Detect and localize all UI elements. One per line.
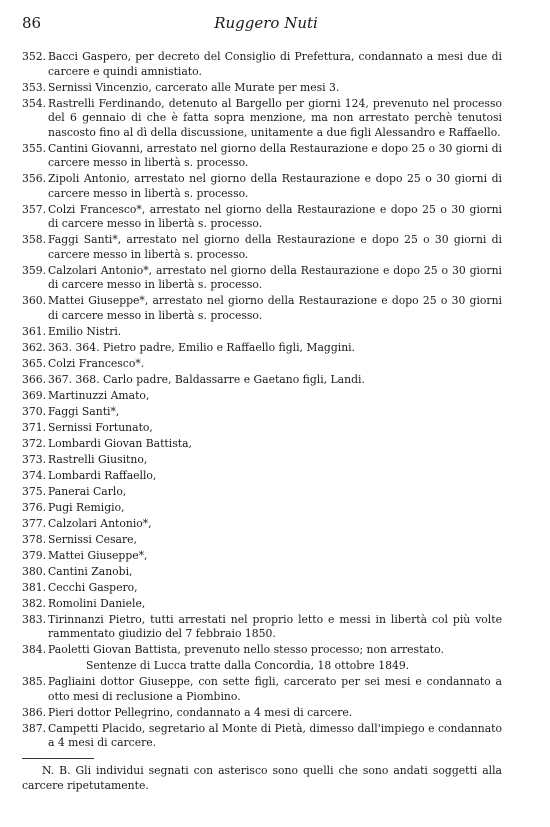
entry-number: 377. <box>22 516 47 530</box>
list-item <box>22 437 502 452</box>
list-item <box>22 357 502 372</box>
list-item <box>22 643 502 658</box>
list-item <box>22 294 502 323</box>
entry-text: Panerai Carlo, <box>48 484 127 498</box>
entry-text: Emilio Nistri. <box>48 324 122 338</box>
list-item <box>22 233 502 262</box>
entry-text: Cantini Giovanni, arrestato nel giorno della Restaurazione e dopo 25 o 30 giorni di carcere messo in libertà s. processo. <box>48 141 502 169</box>
entry-text: Lombardi Raffaello, <box>48 468 157 482</box>
list-item <box>22 675 502 704</box>
entry-number: 376. <box>22 500 47 514</box>
entry-text: Cecchi Gaspero, <box>48 580 138 594</box>
entry-number: 386. <box>22 705 47 719</box>
entry-number: 385. <box>22 675 47 688</box>
list-item <box>22 533 502 548</box>
entry-number: 366. <box>22 372 47 386</box>
list-item <box>22 549 502 564</box>
entry-text: Rastrelli Ferdinando, detenuto al Bargello per giorni 124, prevenuto nel processo del 6 gennaio di che è fatta sopra menzione, ma non arrestato perchè tenutosi nascosto fino al dì della discussione, unitamente a due figli Alessandro e Raffaello. <box>48 96 502 139</box>
entry-text: 367. 368. Carlo padre, Baldassarre e Gaetano figli, Landi. <box>48 372 365 386</box>
list-item <box>22 405 502 420</box>
entry-number: 387. <box>22 721 47 735</box>
entry-number: 358. <box>22 233 47 246</box>
entry-number: 380. <box>22 564 47 578</box>
footnote-rule <box>22 758 94 759</box>
entry-number: 360. <box>22 294 47 307</box>
entry-number: 379. <box>22 548 47 562</box>
sentence-heading: Sentenze di Lucca tratte dalla Concordia, 18 ottobre 1849. <box>86 659 410 672</box>
list-item <box>22 565 502 580</box>
entry-number: 355. <box>22 141 47 155</box>
entry-text: Zipoli Antonio, arrestato nel giorno della Restaurazione e dopo 25 o 30 giorni di carcere messo in libertà s. processo. <box>48 172 502 200</box>
entry-number: 354. <box>22 96 47 110</box>
page-number: 86 <box>22 14 42 32</box>
list-item <box>22 597 502 612</box>
entry-text: Pieri dottor Pellegrino, condannato a 4 mesi di carcere. <box>48 705 353 719</box>
entries-main <box>22 50 502 658</box>
entry-number: 381. <box>22 580 47 594</box>
list-item <box>22 341 502 356</box>
list-item <box>22 469 502 484</box>
entry-text: Calzolari Antonio*, arrestato nel giorno della Restaurazione e dopo 25 o 30 giorni di carcere messo in libertà s. processo. <box>48 263 502 291</box>
entry-number: 383. <box>22 612 47 626</box>
entry-text: Sernissi Fortunato, <box>48 420 153 434</box>
entry-text: Romolini Daniele, <box>48 596 146 610</box>
entry-text: Mattei Giuseppe*, <box>48 548 148 562</box>
entry-text: Colzi Francesco*, arrestato nel giorno della Restaurazione e dopo 25 o 30 giorni di carcere messo in libertà s. processo. <box>48 202 502 230</box>
entry-number: 370. <box>22 404 47 418</box>
entry-text: Calzolari Antonio*, <box>48 516 152 530</box>
list-item <box>22 581 502 596</box>
entry-number: 353. <box>22 80 47 94</box>
entry-number: 384. <box>22 643 47 656</box>
list-item <box>22 264 502 293</box>
entry-list <box>22 50 502 752</box>
list-item <box>22 613 502 642</box>
entry-number: 357. <box>22 202 47 216</box>
entry-text: Tirinnanzi Pietro, tutti arrestati nel proprio letto e messi in libertà col più volte rammentato giudizio del 7 febbraio 1850. <box>48 612 502 640</box>
list-item <box>22 325 502 340</box>
entry-text: Mattei Giuseppe*, arrestato nel giorno della Restaurazione e dopo 25 o 30 giorni di carcere messo in libertà s. processo. <box>48 294 502 322</box>
entry-number: 371. <box>22 420 47 434</box>
list-item <box>22 50 502 79</box>
entries-after <box>22 675 502 751</box>
entry-text: Bacci Gaspero, per decreto del Consiglio di Prefettura, condannato a mesi due di carcere e quindi amnistiato. <box>48 50 502 78</box>
entry-text: Pagliaini dottor Giuseppe, con sette figli, carcerato per sei mesi e condannato a otto mesi di reclusione a Piombino. <box>48 675 502 703</box>
entry-number: 352. <box>22 50 47 63</box>
entry-text: Rastrelli Giusitno, <box>48 452 148 466</box>
entry-text: Cantini Zanobi, <box>48 564 133 578</box>
entry-text: Paoletti Giovan Battista, prevenuto nello stesso processo; non arrestato. <box>48 643 444 656</box>
entry-number: 359. <box>22 263 47 277</box>
entry-text: Faggi Santi*, <box>48 404 120 418</box>
list-item <box>22 517 502 532</box>
list-item <box>22 81 502 96</box>
entry-number: 372. <box>22 436 47 450</box>
list-item <box>22 722 502 751</box>
entry-number: 362. <box>22 340 47 354</box>
page-header <box>22 14 510 34</box>
entry-text: Lombardi Giovan Battista, <box>48 436 192 450</box>
running-title: Ruggero Nuti <box>214 14 318 32</box>
list-item <box>22 172 502 201</box>
entry-number: 365. <box>22 356 47 370</box>
entry-number: 374. <box>22 468 47 482</box>
list-item <box>22 421 502 436</box>
list-item <box>22 373 502 388</box>
entry-text: Sernissi Vincenzio, carcerato alle Murate per mesi 3. <box>48 80 340 94</box>
list-item <box>22 142 502 171</box>
entry-text: Campetti Placido, segretario al Monte di Pietà, dimesso dall'impiego e condannato a 4 mesi di carcere. <box>48 721 502 749</box>
entry-number: 369. <box>22 388 47 402</box>
entry-number: 375. <box>22 484 47 498</box>
entry-number: 356. <box>22 172 47 185</box>
entry-text: Sernissi Cesare, <box>48 532 137 546</box>
list-item <box>22 501 502 516</box>
entry-text: Faggi Santi*, arrestato nel giorno della Restaurazione e dopo 25 o 30 giorni di carcere messo in libertà s. processo. <box>48 233 502 261</box>
list-item <box>22 453 502 468</box>
entry-text: Colzi Francesco*. <box>48 356 145 370</box>
list-item <box>22 389 502 404</box>
entry-number: 361. <box>22 324 47 338</box>
entry-number: 378. <box>22 532 47 546</box>
list-item <box>22 97 502 141</box>
entry-number: 382. <box>22 596 47 610</box>
entry-number: 373. <box>22 452 47 466</box>
entry-text: Martinuzzi Amato, <box>48 388 150 402</box>
entry-text: 363. 364. Pietro padre, Emilio e Raffaello figli, Maggini. <box>48 340 356 354</box>
list-item <box>22 706 502 721</box>
footnote: N. B. Gli individui segnati con asterisco sono quelli che sono andati soggetti alla carcere ripetutamente. <box>22 764 502 792</box>
entry-text: Pugi Remigio, <box>48 500 125 514</box>
list-item <box>22 203 502 232</box>
list-item <box>22 485 502 500</box>
